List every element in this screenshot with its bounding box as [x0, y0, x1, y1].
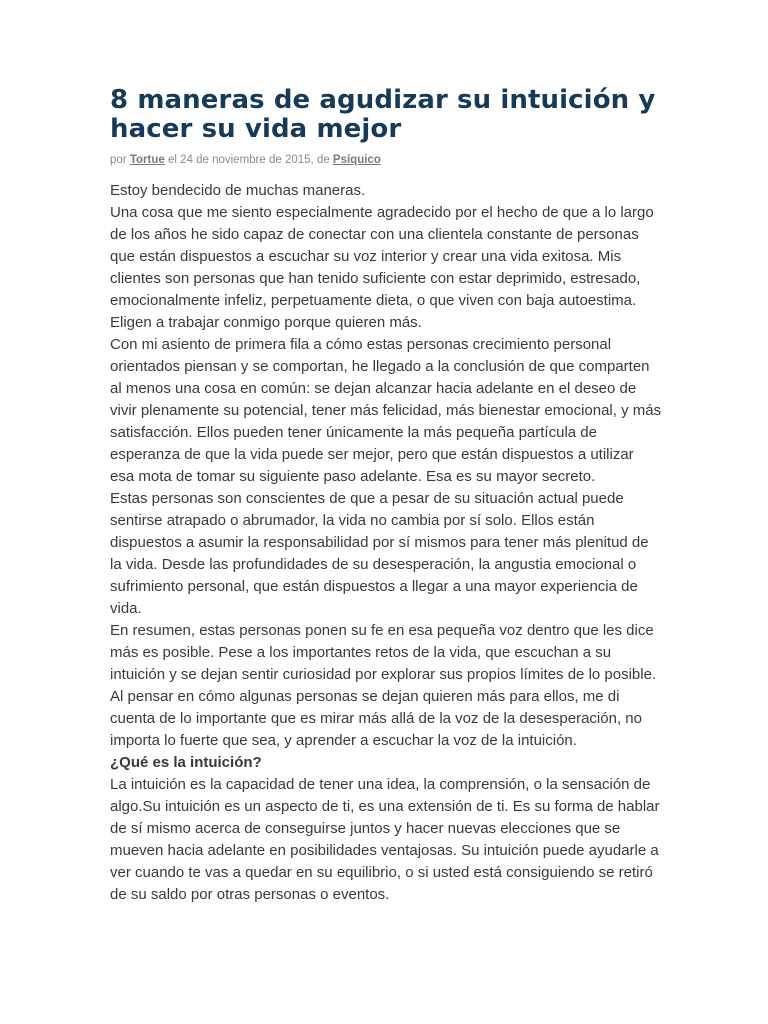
- author-link[interactable]: Tortue: [129, 154, 165, 166]
- paragraph: Estoy bendecido de muchas maneras.: [110, 182, 366, 199]
- article: [110, 86, 662, 906]
- paragraph: Con mi asiento de primera fila a cómo estas personas crecimiento personal orientados piensan y se comportan, he llegado a la conclusión de que comparten al menos una cosa en común: se dejan alcanzar hacia adelante en el deseo de vivir plenamente su potencial, tener más felicidad, más bienestar emocional, y más satisfacción. Ellos pueden tener únicamente la más pequeña partícula de esperanza de que la vida puede ser mejor, pero que están dispuestos a utilizar esa mota de tomar su siguiente paso adelante. Esa es su mayor secreto.: [110, 336, 662, 485]
- paragraph: La intuición es la capacidad de tener una idea, la comprensión, o la sensación de algo.Su intuición es un aspecto de ti, es una extensión de ti. Es su forma de hablar de sí mismo acerca de conseguirse juntos y hacer nuevas elecciones que se mueven hacia adelante en posibilidades ventajosas. Su intuición puede ayudarle a ver cuando te vas a quedar en su equilibrio, o si usted está consiguiendo se retiró de su saldo por otras personas o eventos.: [110, 776, 660, 903]
- paragraph: En resumen, estas personas ponen su fe en esa pequeña voz dentro que les dice más es posible. Pese a los importantes retos de la vida, que escuchan a su intuición y se dejan sentir curiosidad por explorar sus propios límites de lo posible. Al pensar en cómo algunas personas se dejan quieren más para ellos, me di cuenta de lo importante que es mirar más allá de la voz de la desesperación, no importa lo fuerte que sea, y aprender a escuchar la voz de la intuición.: [110, 622, 657, 749]
- meta-by: por: [110, 154, 127, 166]
- section-subheading: ¿Qué es la intuición?: [110, 754, 262, 771]
- article-meta: [110, 152, 662, 168]
- article-body: [110, 180, 662, 906]
- paragraph: Estas personas son conscientes de que a pesar de su situación actual puede sentirse atrapado o abrumador, la vida no cambia por sí solo. Ellos están dispuestos a asumir la responsabilidad por sí mismos para tener más plenitud de la vida. Desde las profundidades de su desesperación, la angustia emocional o sufrimiento personal, que están dispuestos a llegar a una mayor experiencia de vida.: [110, 490, 649, 617]
- article-title: 8 maneras de agudizar su intuición y hacer su vida mejor: [110, 85, 656, 144]
- category-link[interactable]: Psíquico: [332, 154, 381, 166]
- meta-date: el 24 de noviembre de 2015, de: [167, 154, 330, 166]
- paragraph: Una cosa que me siento especialmente agradecido por el hecho de que a lo largo de los años he sido capaz de conectar con una clientela constante de personas que están dispuestos a escuchar su voz interior y crear una vida exitosa. Mis clientes son personas que han tenido suficiente con estar deprimido, estresado, emocionalmente infeliz, perpetuamente dieta, o que viven con baja autoestima. Eligen a trabajar conmigo porque quieren más.: [110, 204, 654, 331]
